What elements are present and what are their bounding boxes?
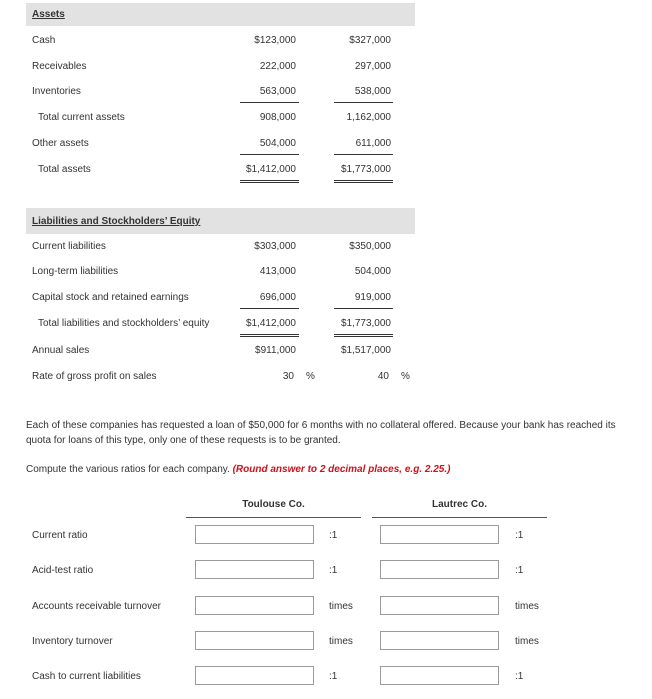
acid-test-lautrec-input[interactable] <box>380 560 499 579</box>
assets-header: Assets <box>32 9 65 20</box>
ratio-unit: times <box>329 636 353 647</box>
current-ratio-lautrec-input[interactable] <box>380 525 499 544</box>
inventory-turnover-toulouse-input[interactable] <box>195 631 314 650</box>
assets-row-label: Inventories <box>32 86 81 97</box>
subtotal-underline <box>334 102 393 103</box>
assets-row-value-b: $327,000 <box>349 35 391 46</box>
assets-row-label: Other assets <box>32 138 89 149</box>
ratio-label-cash-to-current-liabilities: Cash to current liabilities <box>32 671 141 682</box>
total-double-underline <box>240 182 299 183</box>
ratio-unit: :1 <box>515 530 524 541</box>
inventory-turnover-lautrec-input[interactable] <box>380 631 499 650</box>
subtotal-underline <box>334 154 393 155</box>
liabilities-row-value-b: $1,773,000 <box>340 318 391 329</box>
column-header-rule <box>186 517 361 518</box>
ratio-unit: :1 <box>329 671 338 682</box>
gross-profit-unit-b: % <box>401 371 410 382</box>
annual-sales-value-b: $1,517,000 <box>340 345 391 356</box>
assets-row-value-a: 908,000 <box>259 112 296 123</box>
assets-row-value-b: 538,000 <box>354 86 391 97</box>
liabilities-row-value-a: $303,000 <box>254 241 296 252</box>
ar-turnover-lautrec-input[interactable] <box>380 596 499 615</box>
instruction <box>26 462 638 477</box>
current-ratio-toulouse-input[interactable] <box>195 525 314 544</box>
gross-profit-label: Rate of gross profit on sales <box>32 371 157 382</box>
subtotal-underline <box>240 102 299 103</box>
total-double-underline <box>334 182 393 183</box>
ratio-unit: times <box>515 636 539 647</box>
ratio-unit: times <box>329 601 353 612</box>
liabilities-header: Liabilities and Stockholders’ Equity <box>32 216 201 227</box>
assets-row-value-b: 611,000 <box>355 138 391 149</box>
annual-sales-value-a: $911,000 <box>255 345 296 356</box>
assets-row-label: Total current assets <box>38 112 125 123</box>
ratio-unit: :1 <box>329 565 338 576</box>
liabilities-row-value-b: 504,000 <box>354 266 391 277</box>
assets-header-band <box>26 3 415 26</box>
total-double-underline <box>334 180 393 181</box>
ratio-unit: times <box>515 601 539 612</box>
liabilities-row-label: Current liabilities <box>32 241 106 252</box>
assets-row-label: Total assets <box>38 164 91 175</box>
ratio-label-ar-turnover: Accounts receivable turnover <box>32 601 161 612</box>
ratio-label-current-ratio: Current ratio <box>32 530 88 541</box>
liabilities-row-value-b: 919,000 <box>354 292 391 303</box>
ratio-unit: :1 <box>515 565 524 576</box>
assets-row-value-a: $123,000 <box>254 35 296 46</box>
ar-turnover-toulouse-input[interactable] <box>195 596 314 615</box>
liabilities-row-value-b: $350,000 <box>349 241 391 252</box>
subtotal-underline <box>334 308 393 309</box>
assets-row-value-b: 1,162,000 <box>346 112 391 123</box>
problem-paragraph: Each of these companies has requested a loan of $50,000 for 6 months with no collateral offered. Because your bank has reached its quota for loans of this type, only one of these requests is to be granted. <box>26 420 616 446</box>
total-double-underline <box>240 334 299 335</box>
gross-profit-unit-a: % <box>306 371 315 382</box>
liabilities-row-value-a: 413,000 <box>259 266 296 277</box>
ratio-unit: :1 <box>329 530 338 541</box>
subtotal-underline <box>240 308 299 309</box>
column-header-lautrec: Lautrec Co. <box>431 499 487 510</box>
instruction-text: Compute the various ratios for each company. <box>26 464 230 475</box>
liabilities-row-label: Long-term liabilities <box>32 266 119 277</box>
assets-row-value-a: 504,000 <box>259 138 296 149</box>
liabilities-row-value-a: 696,000 <box>259 292 296 303</box>
liabilities-row-label: Total liabilities and stockholders’ equity <box>38 318 210 329</box>
assets-row-value-a: 222,000 <box>259 61 296 72</box>
cash-to-cl-toulouse-input[interactable] <box>195 666 314 685</box>
assets-row-value-a: $1,412,000 <box>245 164 296 175</box>
assets-row-label: Receivables <box>32 61 87 72</box>
total-double-underline <box>334 336 393 337</box>
cash-to-cl-lautrec-input[interactable] <box>380 666 499 685</box>
rounding-note: (Round answer to 2 decimal places, e.g. 2.25.) <box>232 464 451 475</box>
assets-row-value-a: 563,000 <box>259 86 296 97</box>
ratio-unit: :1 <box>515 671 524 682</box>
ratio-label-inventory-turnover: Inventory turnover <box>32 636 113 647</box>
subtotal-underline <box>240 154 299 155</box>
assets-row-label: Cash <box>32 35 56 46</box>
liabilities-row-value-a: $1,412,000 <box>245 318 296 329</box>
acid-test-toulouse-input[interactable] <box>195 560 314 579</box>
gross-profit-value-b: 40 <box>377 371 389 382</box>
assets-row-value-b: 297,000 <box>354 61 391 72</box>
gross-profit-value-a: 30 <box>282 371 294 382</box>
assets-row-value-b: $1,773,000 <box>340 164 391 175</box>
column-header-toulouse: Toulouse Co. <box>242 499 305 510</box>
ratio-label-acid-test: Acid-test ratio <box>32 565 94 576</box>
total-double-underline <box>334 334 393 335</box>
total-double-underline <box>240 336 299 337</box>
total-double-underline <box>240 180 299 181</box>
annual-sales-label: Annual sales <box>32 345 90 356</box>
column-header-rule <box>372 517 547 518</box>
liabilities-row-label: Capital stock and retained earnings <box>32 292 189 303</box>
